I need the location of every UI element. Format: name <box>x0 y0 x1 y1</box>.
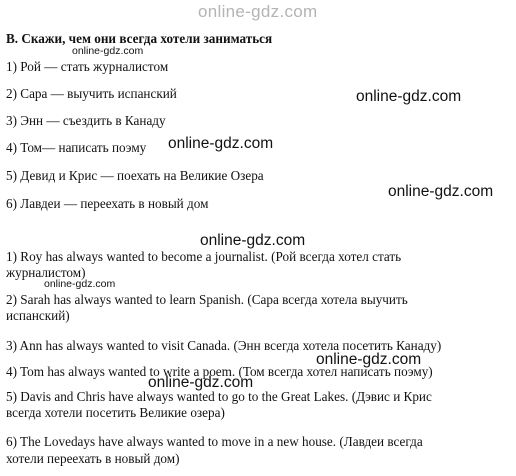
answer-line: испанский) <box>6 308 70 323</box>
answer-line: 4) Tom has always wanted to write a poem. (Том всегда хотел написать поэму) <box>6 364 433 379</box>
watermark: online-gdz.com <box>168 135 274 152</box>
answer-line: 2) Sarah has always wanted to learn Spanish. (Сара всегда хотела выучить <box>6 292 408 307</box>
watermark: online-gdz.com <box>148 374 254 391</box>
answer-line: 5) Davis and Chris have always wanted to go to the Great Lakes. (Дэвис и Крис <box>6 389 432 404</box>
answer-line: 6) The Lovedays have always wanted to move in a new house. (Лавдеи всегда <box>6 434 423 449</box>
task-item: 3) Энн — съездить в Канаду <box>6 113 166 128</box>
answer-line: 1) Roy has always wanted to become a journalist. (Рой всегда хотел стать <box>6 249 402 264</box>
watermark: online-gdz.com <box>316 351 422 368</box>
watermark: online-gdz.com <box>44 278 116 290</box>
answer-line: журналистом) <box>6 265 86 280</box>
task-item: 4) Том— написать поэму <box>6 140 147 155</box>
answer-line: всегда хотели посетить Великие озера) <box>6 405 225 420</box>
watermark: online-gdz.com <box>356 88 462 105</box>
exercise-heading: B. Скажи, чем они всегда хотели заниматься <box>6 31 273 46</box>
task-item: 5) Девид и Крис — поехать на Великие Озера <box>6 168 264 183</box>
task-item: 1) Рой — стать журналистом <box>6 59 169 74</box>
answer-line: 3) Ann has always wanted to visit Canada. (Энн всегда хотела посетить Канаду) <box>6 338 442 353</box>
answer-line: хотели переехать в новый дом) <box>6 451 180 466</box>
watermark: online-gdz.com <box>200 232 306 249</box>
watermark: online-gdz.com <box>72 45 144 57</box>
watermark-top: online-gdz.com <box>198 2 318 21</box>
task-item: 6) Лавдеи — переехать в новый дом <box>6 196 209 211</box>
task-item: 2) Сара — выучить испанский <box>6 86 177 101</box>
watermark: online-gdz.com <box>388 183 494 200</box>
